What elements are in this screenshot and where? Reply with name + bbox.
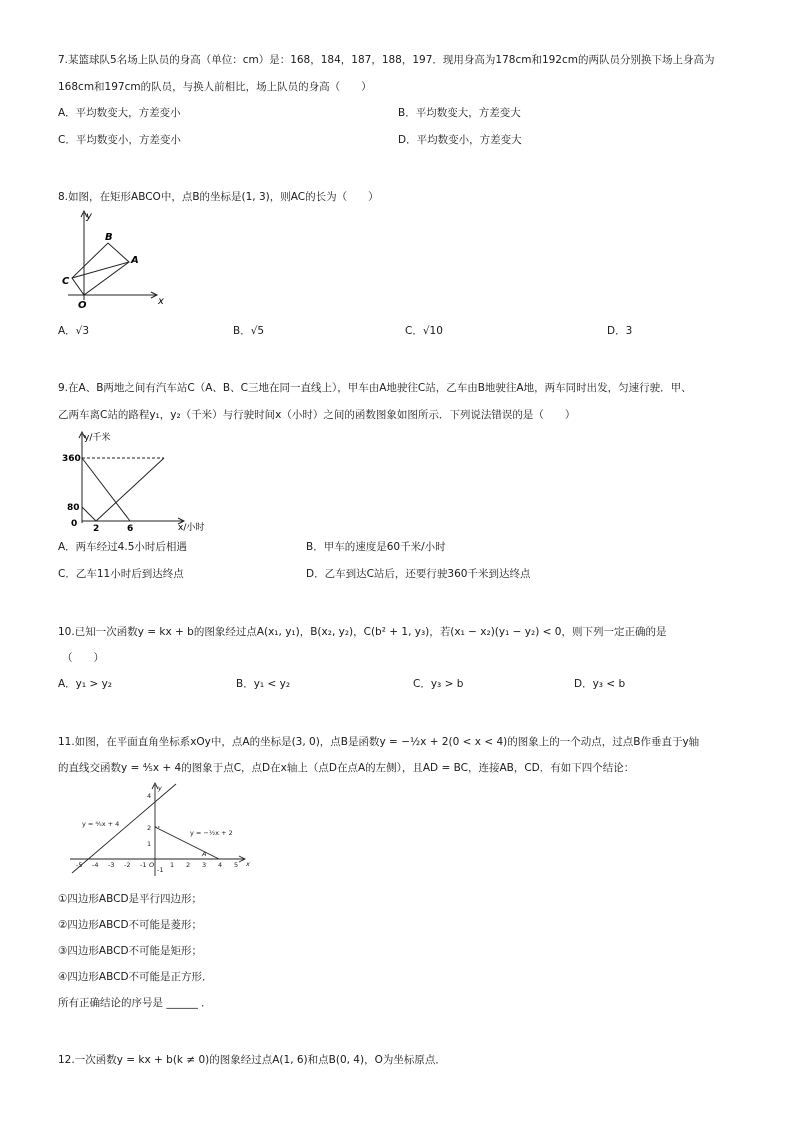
q8-label-c: C bbox=[62, 276, 70, 287]
q7-option-c: C．平均数变小，方差变小 bbox=[58, 134, 181, 146]
q11-tick: 5 bbox=[234, 861, 239, 869]
q11-conclusion-4: ④四边形ABCD不可能是正方形． bbox=[58, 971, 213, 983]
q9-label-2: 2 bbox=[93, 524, 100, 533]
q11-label-y1: 1 bbox=[147, 840, 152, 848]
q8-option-a: A．√3 bbox=[58, 325, 90, 337]
q9-label-x-axis: x/小时 bbox=[178, 523, 205, 533]
q8-label-a: A bbox=[131, 255, 139, 266]
q7-option-a: A．平均数变大，方差变小 bbox=[58, 107, 181, 119]
q9-label-360: 360 bbox=[62, 454, 81, 464]
q11-label-y4: 4 bbox=[147, 792, 152, 800]
q8-option-b: B．√5 bbox=[233, 325, 265, 337]
q11-tick: O bbox=[149, 861, 155, 869]
q11-tick: -2 bbox=[124, 861, 131, 869]
q11-label-line2: y = −½x + 2 bbox=[190, 829, 233, 837]
q11-label-line1: y = ⁴⁄₅x + 4 bbox=[82, 820, 120, 828]
q8-option-d: D．3 bbox=[607, 325, 633, 337]
q11-tick: -5 bbox=[76, 861, 83, 869]
q11-tick: 4 bbox=[218, 861, 223, 869]
q8-label-b: B bbox=[105, 232, 113, 243]
q11-label-a: A bbox=[202, 850, 207, 858]
q7-stem-line2: 168cm和197cm的队员，与换人前相比，场上队员的身高（ ） bbox=[58, 81, 372, 93]
q9-option-b: B．甲车的速度是60千米/小时 bbox=[306, 541, 446, 553]
q10-option-b: B．y₁ < y₂ bbox=[236, 678, 291, 690]
q11-tick: -4 bbox=[92, 861, 99, 869]
q7-option-d: D．平均数变小，方差变大 bbox=[398, 134, 522, 146]
q11-answer-prompt: 所有正确结论的序号是 ______ ． bbox=[58, 997, 212, 1009]
q11-tick: 1 bbox=[170, 861, 175, 869]
q8-label-y: y bbox=[86, 211, 92, 222]
q10-option-d: D．y₃ < b bbox=[574, 678, 626, 690]
q7-option-b: B．平均数变大，方差变大 bbox=[398, 107, 521, 119]
q11-label-x: x bbox=[246, 860, 250, 868]
q8-option-c: C．√10 bbox=[405, 325, 443, 337]
q9-option-c: C．乙车11小时后到达终点 bbox=[58, 568, 184, 580]
q8-label-x: x bbox=[158, 296, 164, 307]
q9-stem-line1: 9.在A、B两地之间有汽车站C（A、B、C三地在同一直线上），甲车由A地驶往C站，乙车由B地驶往A地，两车同时出发，匀速行驶．甲、 bbox=[58, 382, 692, 394]
q8-rectangle-figure bbox=[58, 205, 168, 311]
q11-line-1 bbox=[72, 784, 176, 873]
q9-label-80: 80 bbox=[67, 503, 80, 513]
q11-tick: 2 bbox=[186, 861, 191, 869]
q11-stem-line1: 11.如图，在平面直角坐标系xOy中，点A的坐标是(3, 0)，点B是函数y = −½x + 2(0 < x < 4)的图象上的一个动点，过点B作垂直于y轴 bbox=[58, 736, 700, 748]
q11-stem-line2: 的直线交函数y = ⁴⁄₅x + 4的图象于点C，点D在x轴上（点D在点A的左侧），且AD = BC，连接AB，CD．有如下四个结论： bbox=[58, 762, 635, 774]
q9-option-d: D．乙车到达C站后，还要行驶360千米到达终点 bbox=[306, 568, 531, 580]
q8-label-o: O bbox=[78, 300, 87, 311]
q11-tick: 3 bbox=[202, 861, 207, 869]
q11-conclusion-1: ①四边形ABCD是平行四边形； bbox=[58, 893, 203, 905]
q10-stem-line1: 10.已知一次函数y = kx + b的图象经过点A(x₁, y₁)，B(x₂, y₂)，C(b² + 1, y₃)，若(x₁ − x₂)(y₁ − y₂) < 0，则下列一定正确的是 bbox=[58, 626, 667, 638]
q10-option-c: C．y₃ > b bbox=[413, 678, 464, 690]
q7-stem-line1: 7.某篮球队5名场上队员的身高（单位：cm）是：168，184，187，188，197．现用身高为178cm和192cm的两队员分别换下场上身高为 bbox=[58, 54, 715, 66]
q11-label-y: y bbox=[158, 784, 162, 792]
q9-stem-line2: 乙两车离C站的路程y₁，y₂（千米）与行驶时间x（小时）之间的函数图象如图所示．下列说法错误的是（ ） bbox=[58, 409, 576, 421]
q11-tick: -3 bbox=[108, 861, 115, 869]
q10-option-a: A．y₁ > y₂ bbox=[58, 678, 113, 690]
q8-rectangle bbox=[72, 243, 129, 295]
q11-coordinate-figure bbox=[58, 780, 258, 880]
q10-stem-line2: （ ） bbox=[62, 652, 104, 664]
q11-tick: -1 bbox=[140, 861, 147, 869]
q11-conclusion-2: ②四边形ABCD不可能是菱形； bbox=[58, 919, 203, 931]
q9-option-a: A．两车经过4.5小时后相遇 bbox=[58, 541, 187, 553]
q9-distance-time-graph bbox=[58, 428, 218, 533]
q9-label-6: 6 bbox=[127, 524, 134, 533]
q9-label-origin: 0 bbox=[71, 519, 78, 529]
q11-label-y2: 2 bbox=[147, 824, 152, 832]
q8-stem: 8.如图，在矩形ABCO中，点B的坐标是(1, 3)，则AC的长为（ ） bbox=[58, 191, 379, 203]
q9-label-y-axis: y/千米 bbox=[84, 433, 111, 443]
q11-conclusion-3: ③四边形ABCD不可能是矩形； bbox=[58, 945, 203, 957]
q11-label-ym1: -1 bbox=[157, 866, 164, 874]
q12-stem: 12.一次函数y = kx + b(k ≠ 0)的图象经过点A(1, 6)和点B(0, 4)，O为坐标原点． bbox=[58, 1054, 446, 1066]
